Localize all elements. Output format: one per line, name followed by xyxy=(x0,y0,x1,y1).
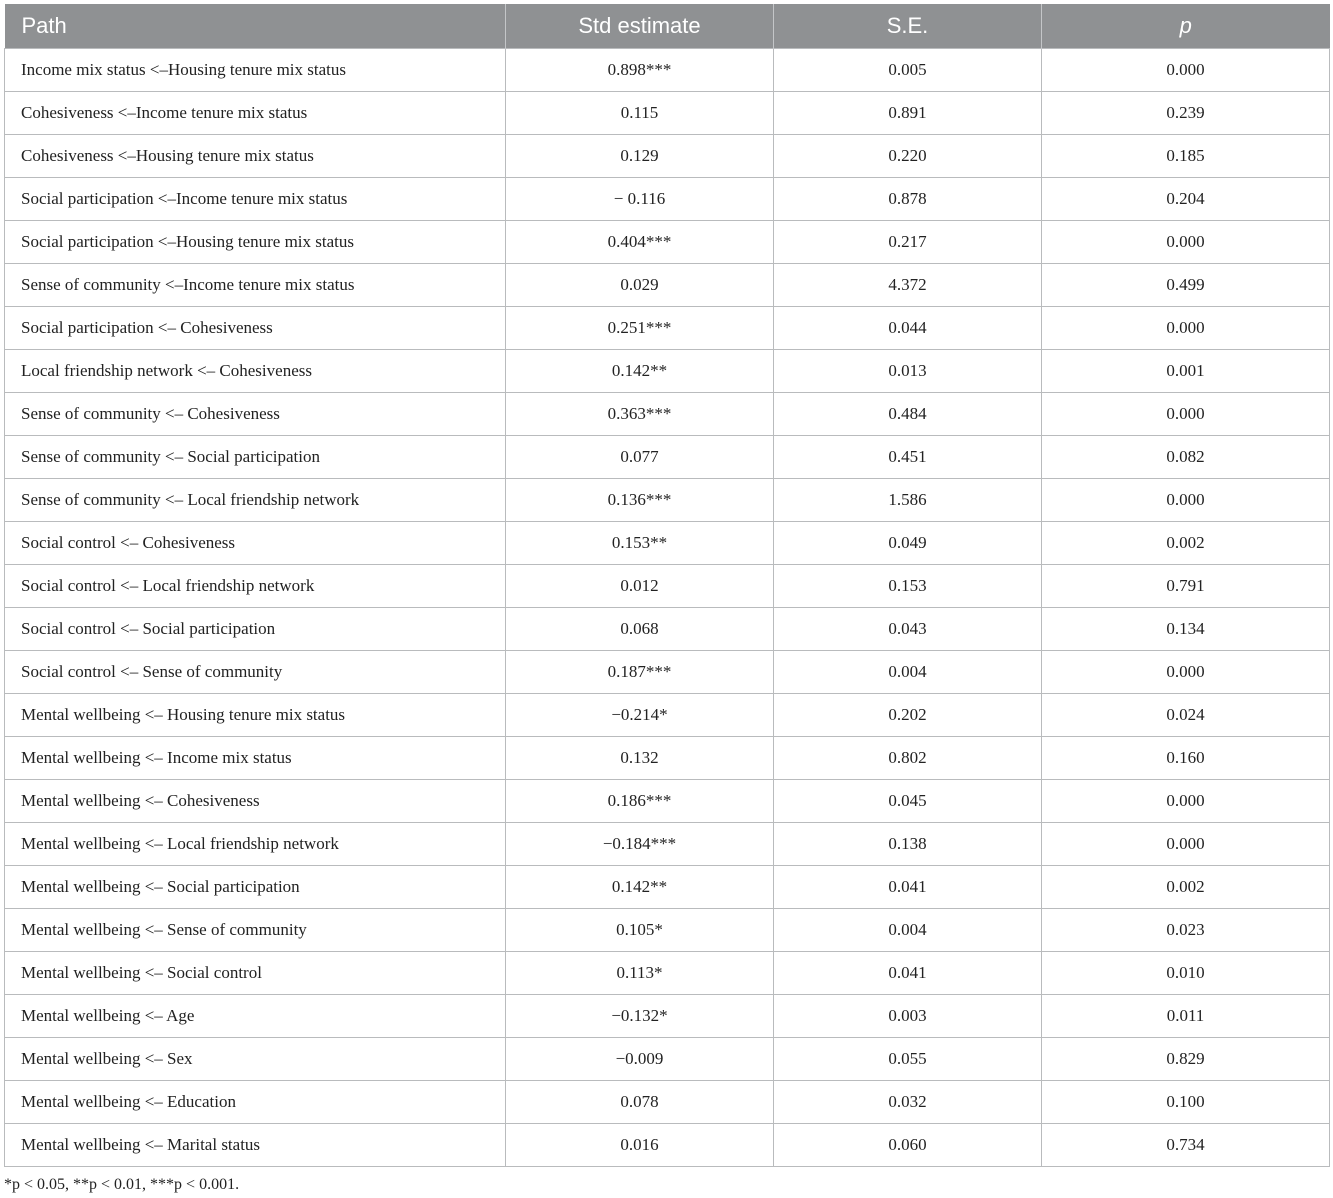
cell-standard-error: 0.217 xyxy=(774,221,1042,264)
table-row xyxy=(5,952,1330,995)
cell-standard-error: 0.043 xyxy=(774,608,1042,651)
table-row xyxy=(5,350,1330,393)
cell-path: Mental wellbeing <– Education xyxy=(5,1081,506,1124)
cell-p-value: 0.000 xyxy=(1042,651,1330,694)
table-row xyxy=(5,737,1330,780)
cell-std-estimate: 0.142** xyxy=(506,866,774,909)
cell-path: Sense of community <– Cohesiveness xyxy=(5,393,506,436)
cell-std-estimate: 0.251*** xyxy=(506,307,774,350)
cell-standard-error: 0.153 xyxy=(774,565,1042,608)
cell-std-estimate: −0.214* xyxy=(506,694,774,737)
cell-standard-error: 0.004 xyxy=(774,651,1042,694)
cell-path: Social control <– Local friendship network xyxy=(5,565,506,608)
cell-standard-error: 1.586 xyxy=(774,479,1042,522)
cell-path: Sense of community <–Income tenure mix status xyxy=(5,264,506,307)
cell-p-value: 0.000 xyxy=(1042,479,1330,522)
cell-path: Income mix status <–Housing tenure mix status xyxy=(5,49,506,92)
cell-standard-error: 0.060 xyxy=(774,1124,1042,1167)
cell-standard-error: 0.891 xyxy=(774,92,1042,135)
table-row xyxy=(5,92,1330,135)
table-row xyxy=(5,995,1330,1038)
cell-p-value: 0.791 xyxy=(1042,565,1330,608)
cell-std-estimate: 0.115 xyxy=(506,92,774,135)
cell-standard-error: 0.878 xyxy=(774,178,1042,221)
table-row xyxy=(5,178,1330,221)
cell-path: Mental wellbeing <– Sex xyxy=(5,1038,506,1081)
cell-std-estimate: 0.136*** xyxy=(506,479,774,522)
cell-standard-error: 0.004 xyxy=(774,909,1042,952)
table-row xyxy=(5,479,1330,522)
table-row xyxy=(5,393,1330,436)
table-row xyxy=(5,565,1330,608)
table-row xyxy=(5,608,1330,651)
cell-p-value: 0.000 xyxy=(1042,221,1330,264)
cell-path: Social control <– Cohesiveness xyxy=(5,522,506,565)
cell-path: Mental wellbeing <– Social control xyxy=(5,952,506,995)
cell-standard-error: 0.041 xyxy=(774,952,1042,995)
cell-std-estimate: 0.898*** xyxy=(506,49,774,92)
cell-path: Cohesiveness <–Income tenure mix status xyxy=(5,92,506,135)
cell-standard-error: 0.055 xyxy=(774,1038,1042,1081)
cell-standard-error: 0.451 xyxy=(774,436,1042,479)
cell-std-estimate: 0.113* xyxy=(506,952,774,995)
cell-standard-error: 0.138 xyxy=(774,823,1042,866)
cell-path: Mental wellbeing <– Income mix status xyxy=(5,737,506,780)
cell-path: Sense of community <– Social participation xyxy=(5,436,506,479)
cell-std-estimate: 0.012 xyxy=(506,565,774,608)
table-row xyxy=(5,307,1330,350)
cell-std-estimate: −0.184*** xyxy=(506,823,774,866)
path-estimates-table xyxy=(4,4,1330,1167)
cell-p-value: 0.001 xyxy=(1042,350,1330,393)
cell-path: Mental wellbeing <– Sense of community xyxy=(5,909,506,952)
table-row xyxy=(5,264,1330,307)
cell-standard-error: 0.049 xyxy=(774,522,1042,565)
cell-standard-error: 0.003 xyxy=(774,995,1042,1038)
cell-p-value: 0.002 xyxy=(1042,866,1330,909)
cell-std-estimate: 0.068 xyxy=(506,608,774,651)
table-row xyxy=(5,1081,1330,1124)
cell-p-value: 0.002 xyxy=(1042,522,1330,565)
cell-p-value: 0.010 xyxy=(1042,952,1330,995)
cell-std-estimate: 0.404*** xyxy=(506,221,774,264)
cell-path: Mental wellbeing <– Local friendship network xyxy=(5,823,506,866)
cell-path: Social participation <–Income tenure mix status xyxy=(5,178,506,221)
cell-std-estimate: 0.363*** xyxy=(506,393,774,436)
cell-standard-error: 0.220 xyxy=(774,135,1042,178)
header-path: Path xyxy=(5,4,506,49)
cell-std-estimate: −0.132* xyxy=(506,995,774,1038)
table-row xyxy=(5,135,1330,178)
cell-path: Social participation <– Cohesiveness xyxy=(5,307,506,350)
cell-p-value: 0.734 xyxy=(1042,1124,1330,1167)
header-std-estimate: Std estimate xyxy=(506,4,774,49)
cell-p-value: 0.829 xyxy=(1042,1038,1330,1081)
cell-p-value: 0.023 xyxy=(1042,909,1330,952)
table-header xyxy=(5,4,1330,49)
significance-footnote: *p < 0.05, **p < 0.01, ***p < 0.001. xyxy=(4,1176,240,1193)
table-row xyxy=(5,522,1330,565)
cell-path: Social participation <–Housing tenure mix status xyxy=(5,221,506,264)
cell-p-value: 0.000 xyxy=(1042,307,1330,350)
table-row xyxy=(5,694,1330,737)
cell-path: Mental wellbeing <– Housing tenure mix status xyxy=(5,694,506,737)
cell-standard-error: 0.032 xyxy=(774,1081,1042,1124)
cell-standard-error: 0.802 xyxy=(774,737,1042,780)
cell-std-estimate: 0.142** xyxy=(506,350,774,393)
cell-standard-error: 0.005 xyxy=(774,49,1042,92)
cell-standard-error: 0.202 xyxy=(774,694,1042,737)
cell-std-estimate: 0.077 xyxy=(506,436,774,479)
table-row xyxy=(5,49,1330,92)
cell-standard-error: 0.041 xyxy=(774,866,1042,909)
cell-standard-error: 4.372 xyxy=(774,264,1042,307)
cell-std-estimate: 0.153** xyxy=(506,522,774,565)
cell-std-estimate: −0.009 xyxy=(506,1038,774,1081)
cell-std-estimate: 0.078 xyxy=(506,1081,774,1124)
cell-standard-error: 0.484 xyxy=(774,393,1042,436)
cell-p-value: 0.011 xyxy=(1042,995,1330,1038)
cell-path: Sense of community <– Local friendship network xyxy=(5,479,506,522)
header-p-value: p xyxy=(1042,4,1330,49)
table-row xyxy=(5,823,1330,866)
cell-std-estimate: 0.132 xyxy=(506,737,774,780)
cell-p-value: 0.082 xyxy=(1042,436,1330,479)
cell-p-value: 0.499 xyxy=(1042,264,1330,307)
table-row xyxy=(5,1124,1330,1167)
cell-path: Social control <– Sense of community xyxy=(5,651,506,694)
header-standard-error: S.E. xyxy=(774,4,1042,49)
cell-path: Mental wellbeing <– Cohesiveness xyxy=(5,780,506,823)
cell-path: Local friendship network <– Cohesiveness xyxy=(5,350,506,393)
cell-path: Mental wellbeing <– Marital status xyxy=(5,1124,506,1167)
cell-p-value: 0.024 xyxy=(1042,694,1330,737)
cell-std-estimate: 0.129 xyxy=(506,135,774,178)
header-row xyxy=(5,4,1330,49)
cell-std-estimate: 0.105* xyxy=(506,909,774,952)
table-row xyxy=(5,1038,1330,1081)
cell-p-value: 0.100 xyxy=(1042,1081,1330,1124)
cell-path: Mental wellbeing <– Age xyxy=(5,995,506,1038)
table-row xyxy=(5,221,1330,264)
cell-standard-error: 0.013 xyxy=(774,350,1042,393)
cell-p-value: 0.000 xyxy=(1042,49,1330,92)
cell-path: Cohesiveness <–Housing tenure mix status xyxy=(5,135,506,178)
cell-p-value: 0.000 xyxy=(1042,780,1330,823)
table-row xyxy=(5,651,1330,694)
cell-std-estimate: 0.187*** xyxy=(506,651,774,694)
cell-path: Mental wellbeing <– Social participation xyxy=(5,866,506,909)
cell-p-value: 0.000 xyxy=(1042,823,1330,866)
cell-std-estimate: 0.016 xyxy=(506,1124,774,1167)
cell-p-value: 0.160 xyxy=(1042,737,1330,780)
cell-p-value: 0.239 xyxy=(1042,92,1330,135)
cell-p-value: 0.204 xyxy=(1042,178,1330,221)
cell-std-estimate: 0.029 xyxy=(506,264,774,307)
cell-p-value: 0.000 xyxy=(1042,393,1330,436)
table-row xyxy=(5,909,1330,952)
results-table-container xyxy=(4,4,1329,1167)
table-row xyxy=(5,436,1330,479)
cell-p-value: 0.185 xyxy=(1042,135,1330,178)
table-body xyxy=(5,49,1330,1167)
cell-standard-error: 0.045 xyxy=(774,780,1042,823)
cell-std-estimate: − 0.116 xyxy=(506,178,774,221)
cell-p-value: 0.134 xyxy=(1042,608,1330,651)
table-row xyxy=(5,780,1330,823)
cell-standard-error: 0.044 xyxy=(774,307,1042,350)
cell-std-estimate: 0.186*** xyxy=(506,780,774,823)
cell-path: Social control <– Social participation xyxy=(5,608,506,651)
table-row xyxy=(5,866,1330,909)
